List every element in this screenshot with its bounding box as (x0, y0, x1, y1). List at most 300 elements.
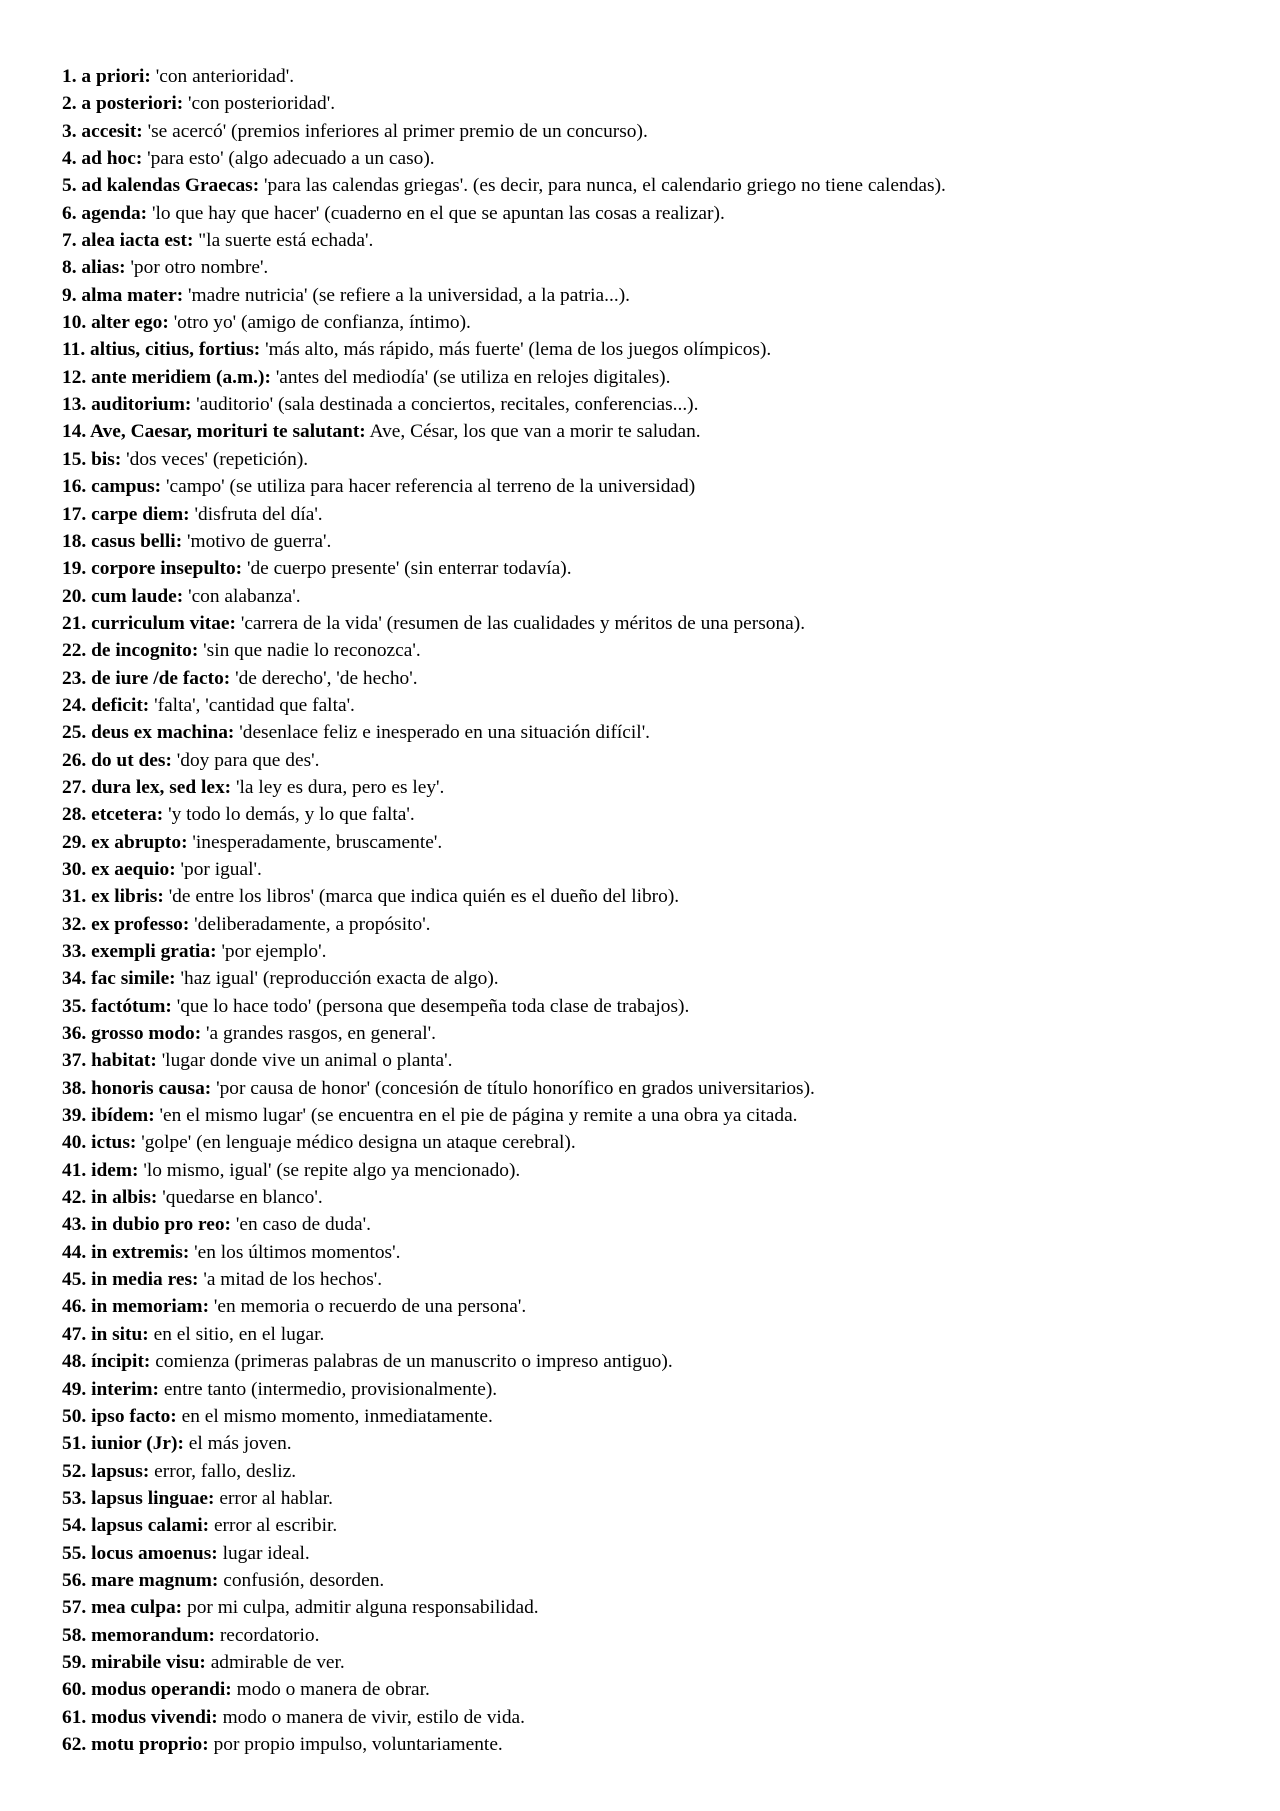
entry-latin-term: ad kalendas Graecas: (81, 175, 260, 197)
entry-number: 32. (62, 913, 87, 935)
list-item (62, 555, 1242, 582)
entry-term (62, 968, 176, 989)
entry-definition: 'la ley es dura, pero es ley'. (236, 776, 445, 798)
expression-list (62, 63, 1242, 1758)
entry-latin-term: ante meridiem (a.m.): (91, 366, 271, 388)
list-item (62, 1512, 1242, 1539)
list-item (62, 1676, 1242, 1703)
entry-number: 44. (62, 1241, 87, 1263)
entry-latin-term: ad hoc: (81, 148, 143, 170)
entry-latin-term: campus: (91, 476, 162, 498)
entry-number: 61. (62, 1706, 87, 1728)
list-item (62, 391, 1242, 418)
entry-definition: 'haz igual' (reproducción exacta de algo). (180, 968, 499, 990)
entry-term (62, 1132, 136, 1153)
entry-latin-term: cum laude: (91, 585, 184, 607)
entry-definition: 'de cuerpo presente' (sin enterrar todavía). (246, 558, 572, 580)
entry-number: 48. (62, 1351, 87, 1373)
entry-term (62, 941, 217, 962)
entry-definition: 'por causa de honor' (concesión de título honorífico en grados universitarios). (216, 1077, 815, 1099)
entry-term (62, 1461, 149, 1482)
entry-term (62, 1269, 198, 1290)
list-item (62, 1102, 1242, 1129)
entry-definition: 'lo que hay que hacer' (cuaderno en el que se apuntan las cosas a realizar). (151, 202, 725, 224)
entry-latin-term: dura lex, sed lex: (91, 776, 232, 798)
entry-number: 25. (62, 722, 87, 744)
entry-latin-term: interim: (91, 1378, 159, 1400)
entry-term (62, 1214, 231, 1235)
entry-latin-term: alias: (81, 257, 126, 279)
entry-latin-term: curriculum vitae: (91, 612, 236, 634)
entry-definition: error al hablar. (219, 1487, 333, 1509)
entry-number: 57. (62, 1597, 87, 1619)
entry-latin-term: ex abrupto: (91, 831, 188, 853)
entry-number: 11. (62, 339, 86, 361)
entry-term (62, 777, 231, 798)
list-item (62, 118, 1242, 145)
entry-definition: "la suerte está echada'. (198, 230, 374, 252)
entry-latin-term: ictus: (91, 1132, 137, 1154)
entry-term (62, 257, 126, 278)
entry-number: 15. (62, 448, 87, 470)
entry-definition: 'para esto' (algo adecuado a un caso). (147, 148, 435, 170)
entry-term (62, 1433, 184, 1454)
entry-number: 7. (62, 230, 77, 252)
entry-definition: 'antes del mediodía' (se utiliza en relojes digitales). (275, 366, 671, 388)
entry-number: 38. (62, 1077, 87, 1099)
entry-latin-term: idem: (91, 1159, 139, 1181)
entry-number: 31. (62, 886, 87, 908)
entry-term (62, 640, 198, 661)
entry-latin-term: deus ex machina: (91, 722, 235, 744)
entry-definition: 'para las calendas griegas'. (es decir, para nunca, el calendario griego no tiene calendas). (264, 175, 946, 197)
entry-number: 22. (62, 640, 87, 662)
entry-latin-term: do ut des: (91, 749, 172, 771)
entry-definition: 'golpe' (en lenguaje médico designa un ataque cerebral). (141, 1132, 576, 1154)
entry-number: 34. (62, 968, 87, 990)
entry-term (62, 1324, 149, 1345)
entry-term (62, 175, 259, 196)
list-item (62, 856, 1242, 883)
entry-latin-term: habitat: (91, 1050, 157, 1072)
entry-definition: 'que lo hace todo' (persona que desempeña toda clase de trabajos). (176, 995, 690, 1017)
list-item (62, 90, 1242, 117)
entry-latin-term: in memoriam: (91, 1296, 210, 1318)
list-item (62, 1293, 1242, 1320)
entry-definition: 'a mitad de los hechos'. (203, 1269, 383, 1291)
entry-latin-term: mare magnum: (91, 1569, 219, 1591)
entry-number: 52. (62, 1460, 87, 1482)
document-page (62, 63, 1242, 1758)
entry-term (62, 1597, 182, 1618)
list-item (62, 911, 1242, 938)
entry-latin-term: in situ: (91, 1323, 149, 1345)
entry-term (62, 93, 183, 114)
entry-latin-term: memorandum: (91, 1624, 215, 1646)
entry-number: 56. (62, 1569, 87, 1591)
entry-term (62, 504, 190, 525)
list-item (62, 993, 1242, 1020)
list-item (62, 692, 1242, 719)
entry-definition: 'por ejemplo'. (221, 941, 327, 962)
entry-term (62, 1406, 177, 1427)
list-item (62, 1321, 1242, 1348)
entry-number: 23. (62, 667, 87, 689)
entry-definition: 'carrera de la vida' (resumen de las cualidades y méritos de una persona). (240, 612, 806, 634)
entry-latin-term: íncipit: (91, 1351, 151, 1373)
entry-definition: 'en el mismo lugar' (se encuentra en el pie de página y remite a una obra ya citada. (159, 1105, 798, 1127)
list-item (62, 172, 1242, 199)
entry-term (62, 1351, 150, 1372)
entry-term (62, 695, 149, 716)
entry-latin-term: a posteriori: (81, 93, 184, 115)
entry-number: 4. (62, 148, 77, 170)
entry-definition: por propio impulso, voluntariamente. (213, 1733, 503, 1755)
entry-number: 45. (62, 1269, 87, 1291)
entry-number: 21. (62, 612, 87, 634)
entry-term (62, 449, 121, 470)
list-item (62, 1184, 1242, 1211)
entry-definition: 'inesperadamente, bruscamente'. (192, 831, 443, 853)
entry-number: 14. (62, 421, 87, 443)
entry-number: 2. (62, 93, 77, 115)
entry-number: 3. (62, 120, 77, 142)
entry-term (62, 394, 191, 415)
entry-definition: admirable de ver. (210, 1651, 345, 1673)
entry-latin-term: in media res: (91, 1269, 199, 1291)
entry-definition: 'campo' (se utiliza para hacer referencia al terreno de la universidad) (166, 476, 696, 498)
entry-term (62, 722, 234, 743)
list-item (62, 1376, 1242, 1403)
list-item (62, 1020, 1242, 1047)
list-item (62, 965, 1242, 992)
entry-number: 9. (62, 284, 77, 306)
entry-latin-term: exempli gratia: (91, 941, 217, 962)
entry-latin-term: factótum: (91, 995, 172, 1017)
entry-number: 6. (62, 202, 77, 224)
entry-definition: 'doy para que des'. (176, 749, 320, 771)
list-item (62, 1047, 1242, 1074)
entry-definition: 'quedarse en blanco'. (162, 1187, 323, 1209)
entry-definition: 'lo mismo, igual' (se repite algo ya mencionado). (143, 1159, 521, 1181)
entry-term (62, 886, 164, 907)
list-item (62, 528, 1242, 555)
list-item (62, 473, 1242, 500)
entry-definition: 'dos veces' (repetición). (126, 448, 309, 470)
entry-latin-term: etcetera: (91, 804, 164, 826)
list-item (62, 1458, 1242, 1485)
entry-term (62, 1187, 157, 1208)
entry-definition: 'de derecho', 'de hecho'. (235, 667, 418, 689)
entry-term (62, 66, 151, 87)
entry-term (62, 1515, 209, 1536)
list-item (62, 446, 1242, 473)
list-item (62, 1649, 1242, 1676)
entry-term (62, 148, 142, 169)
entry-term (62, 1707, 218, 1728)
entry-term (62, 312, 169, 333)
entry-number: 5. (62, 175, 77, 197)
entry-number: 10. (62, 312, 87, 334)
list-item (62, 719, 1242, 746)
entry-term (62, 476, 161, 497)
entry-latin-term: locus amoenus: (91, 1542, 218, 1564)
entry-definition: 'en los últimos momentos'. (194, 1241, 401, 1263)
entry-number: 18. (62, 530, 87, 552)
entry-term (62, 1543, 218, 1564)
entry-term (62, 1679, 232, 1700)
entry-latin-term: de iure /de facto: (91, 667, 231, 689)
entry-number: 49. (62, 1378, 87, 1400)
entry-definition: 'en caso de duda'. (235, 1214, 372, 1236)
entry-number: 59. (62, 1651, 87, 1673)
entry-latin-term: mirabile visu: (91, 1651, 206, 1673)
entry-term (62, 1379, 159, 1400)
entry-term (62, 914, 189, 935)
list-item (62, 637, 1242, 664)
entry-latin-term: alma mater: (81, 284, 184, 306)
entry-latin-term: modus vivendi: (91, 1706, 218, 1728)
entry-latin-term: in extremis: (91, 1241, 190, 1263)
entry-term (62, 859, 176, 880)
list-item (62, 1129, 1242, 1156)
entry-number: 26. (62, 749, 87, 771)
list-item (62, 1211, 1242, 1238)
list-item (62, 1157, 1242, 1184)
entry-number: 36. (62, 1023, 87, 1045)
entry-definition: 'de entre los libros' (marca que indica quién es el dueño del libro). (168, 886, 680, 908)
entry-definition: 'y todo lo demás, y lo que falta'. (168, 804, 415, 826)
entry-term (62, 996, 172, 1017)
entry-definition: en el sitio, en el lugar. (153, 1323, 325, 1345)
list-item (62, 63, 1242, 90)
entry-number: 55. (62, 1542, 87, 1564)
entry-latin-term: de incognito: (91, 640, 199, 662)
entry-latin-term: in dubio pro reo: (91, 1214, 232, 1236)
entry-term (62, 339, 260, 360)
entry-number: 60. (62, 1679, 87, 1701)
entry-number: 16. (62, 476, 87, 498)
entry-latin-term: modus operandi: (91, 1679, 232, 1701)
entry-term (62, 668, 230, 689)
entry-definition: 'con posterioridad'. (188, 93, 336, 115)
list-item (62, 364, 1242, 391)
entry-number: 1. (62, 66, 77, 87)
entry-definition: 'auditorio' (sala destinada a conciertos, recitales, conferencias...). (196, 394, 699, 416)
list-item (62, 1075, 1242, 1102)
entry-term (62, 586, 183, 607)
entry-definition: 'falta', 'cantidad que falta'. (154, 694, 355, 716)
entry-definition: 'a grandes rasgos, en general'. (206, 1023, 436, 1045)
entry-term (62, 1023, 201, 1044)
list-item (62, 501, 1242, 528)
list-item (62, 1731, 1242, 1758)
entry-number: 43. (62, 1214, 87, 1236)
entry-definition: 'con alabanza'. (188, 585, 301, 607)
entry-latin-term: casus belli: (91, 530, 183, 552)
entry-number: 39. (62, 1105, 87, 1127)
list-item (62, 336, 1242, 363)
list-item (62, 774, 1242, 801)
entry-term (62, 230, 193, 251)
entry-number: 53. (62, 1487, 87, 1509)
entry-definition: por mi culpa, admitir alguna responsabilidad. (187, 1597, 539, 1619)
list-item (62, 747, 1242, 774)
entry-term (62, 804, 163, 825)
entry-latin-term: ipso facto: (91, 1405, 177, 1427)
list-item (62, 1403, 1242, 1430)
entry-definition: modo o manera de obrar. (236, 1679, 430, 1701)
entry-term (62, 1296, 209, 1317)
entry-latin-term: fac simile: (91, 968, 176, 990)
entry-number: 24. (62, 694, 87, 716)
entry-definition: 'otro yo' (amigo de confianza, íntimo). (173, 312, 471, 334)
entry-number: 40. (62, 1132, 87, 1154)
entry-number: 33. (62, 941, 87, 962)
entry-number: 17. (62, 503, 87, 525)
list-item (62, 145, 1242, 172)
entry-definition: 'por otro nombre'. (130, 257, 269, 279)
entry-term (62, 1652, 206, 1673)
entry-term (62, 1570, 218, 1591)
list-item (62, 282, 1242, 309)
entry-latin-term: alea iacta est: (81, 230, 194, 252)
entry-term (62, 558, 242, 579)
list-item (62, 1594, 1242, 1621)
entry-latin-term: iunior (Jr): (91, 1433, 184, 1455)
list-item (62, 1704, 1242, 1731)
entry-definition: 'sin que nadie lo reconozca'. (203, 640, 421, 662)
entry-number: 30. (62, 858, 87, 880)
entry-latin-term: bis: (91, 448, 122, 470)
entry-latin-term: accesit: (81, 120, 143, 142)
entry-number: 20. (62, 585, 87, 607)
entry-number: 62. (62, 1733, 87, 1755)
list-item (62, 1430, 1242, 1457)
list-item (62, 883, 1242, 910)
entry-definition: confusión, desorden. (223, 1569, 385, 1591)
list-item (62, 801, 1242, 828)
list-item (62, 665, 1242, 692)
list-item (62, 254, 1242, 281)
entry-definition: error, fallo, desliz. (154, 1460, 297, 1482)
entry-definition: 'con anterioridad'. (155, 66, 295, 87)
entry-number: 13. (62, 394, 87, 416)
list-item (62, 610, 1242, 637)
entry-latin-term: deficit: (91, 694, 150, 716)
list-item (62, 1239, 1242, 1266)
entry-number: 47. (62, 1323, 87, 1345)
list-item (62, 938, 1242, 965)
list-item (62, 1348, 1242, 1375)
entry-number: 46. (62, 1296, 87, 1318)
list-item (62, 1567, 1242, 1594)
entry-number: 58. (62, 1624, 87, 1646)
entry-definition: en el mismo momento, inmediatamente. (181, 1405, 493, 1427)
entry-number: 12. (62, 366, 87, 388)
list-item (62, 200, 1242, 227)
entry-latin-term: corpore insepulto: (91, 558, 243, 580)
entry-number: 42. (62, 1187, 87, 1209)
entry-definition: 'desenlace feliz e inesperado en una situación difícil'. (239, 722, 651, 744)
entry-term (62, 1488, 215, 1509)
entry-number: 28. (62, 804, 87, 826)
entry-term (62, 421, 366, 442)
entry-number: 41. (62, 1159, 87, 1181)
entry-latin-term: lapsus: (91, 1460, 150, 1482)
entry-definition: modo o manera de vivir, estilo de vida. (222, 1706, 525, 1728)
entry-number: 19. (62, 558, 87, 580)
entry-term (62, 1105, 155, 1126)
entry-definition: el más joven. (188, 1433, 292, 1455)
entry-latin-term: altius, citius, fortius: (90, 339, 261, 361)
entry-definition: lugar ideal. (222, 1542, 310, 1564)
entry-latin-term: ex professo: (91, 913, 190, 935)
list-item (62, 418, 1242, 445)
entry-definition: 'por igual'. (180, 858, 262, 880)
list-item (62, 1266, 1242, 1293)
entry-latin-term: lapsus linguae: (91, 1487, 215, 1509)
entry-number: 50. (62, 1405, 87, 1427)
entry-latin-term: lapsus calami: (91, 1515, 210, 1537)
entry-definition: 'madre nutricia' (se refiere a la universidad, a la patria...). (188, 284, 631, 306)
entry-latin-term: agenda: (81, 202, 148, 224)
entry-number: 8. (62, 257, 77, 279)
entry-latin-term: ex libris: (91, 886, 164, 908)
entry-term (62, 750, 172, 771)
entry-latin-term: in albis: (91, 1187, 158, 1209)
list-item (62, 1540, 1242, 1567)
entry-term (62, 1078, 211, 1099)
list-item (62, 583, 1242, 610)
entry-number: 27. (62, 776, 87, 798)
entry-latin-term: auditorium: (91, 394, 192, 416)
entry-definition: error al escribir. (213, 1515, 338, 1537)
entry-term (62, 203, 147, 224)
entry-latin-term: motu proprio: (91, 1733, 209, 1755)
entry-latin-term: ex aequio: (91, 858, 176, 880)
entry-term (62, 1734, 209, 1755)
entry-definition: 'se acercó' (premios inferiores al primer premio de un concurso). (147, 120, 648, 142)
entry-definition: recordatorio. (219, 1624, 320, 1646)
entry-term (62, 285, 183, 306)
entry-definition: 'lugar donde vive un animal o planta'. (161, 1050, 453, 1072)
entry-definition: 'deliberadamente, a propósito'. (194, 913, 431, 935)
entry-definition: 'motivo de guerra'. (187, 530, 332, 552)
entry-latin-term: grosso modo: (91, 1023, 202, 1045)
entry-term (62, 1160, 139, 1181)
entry-latin-term: a priori: (81, 66, 151, 87)
entry-definition: comienza (primeras palabras de un manuscrito o impreso antiguo). (155, 1351, 673, 1373)
entry-latin-term: mea culpa: (91, 1597, 183, 1619)
list-item (62, 829, 1242, 856)
entry-term (62, 832, 188, 853)
entry-latin-term: ibídem: (91, 1105, 155, 1127)
entry-number: 29. (62, 831, 87, 853)
entry-number: 37. (62, 1050, 87, 1072)
entry-number: 35. (62, 995, 87, 1017)
entry-definition: 'en memoria o recuerdo de una persona'. (213, 1296, 527, 1318)
list-item (62, 1485, 1242, 1512)
entry-latin-term: alter ego: (91, 312, 169, 334)
entry-term (62, 613, 236, 634)
entry-number: 54. (62, 1515, 87, 1537)
entry-definition: entre tanto (intermedio, provisionalmente). (163, 1378, 498, 1400)
entry-term (62, 531, 182, 552)
entry-latin-term: honoris causa: (91, 1077, 212, 1099)
entry-number: 51. (62, 1433, 87, 1455)
entry-term (62, 1242, 189, 1263)
